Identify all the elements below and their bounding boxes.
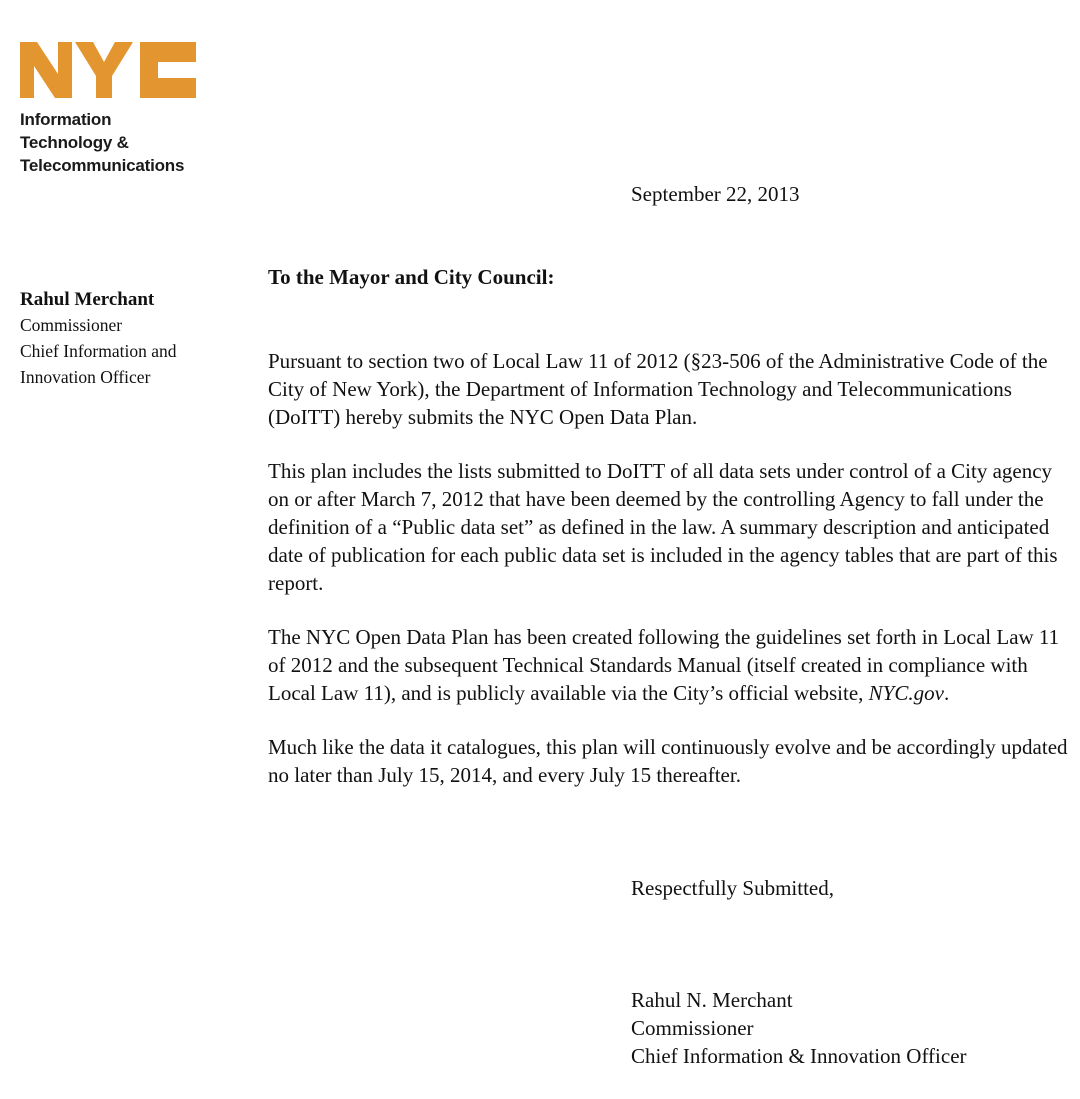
- closing: Respectfully Submitted,: [631, 876, 834, 900]
- signature-title-2: Chief Information & Innovation Officer: [631, 1044, 967, 1068]
- sender-name: Rahul Merchant: [20, 289, 155, 310]
- logo-line-information: Information: [20, 110, 112, 129]
- signature-name: Rahul N. Merchant: [631, 988, 793, 1012]
- logo-agency-name: [20, 108, 220, 177]
- doitt-logo: [20, 38, 220, 177]
- logo-line-technology: Technology &: [20, 133, 129, 152]
- sender-sidebar: [20, 288, 250, 390]
- paragraph-3: [268, 623, 1068, 707]
- paragraph-3-end: .: [943, 681, 950, 705]
- sender-title-2: Chief Information and: [20, 341, 177, 361]
- letter-date: September 22, 2013: [631, 182, 800, 206]
- paragraph-3-text: The NYC Open Data Plan has been created following the guidelines set forth in Local Law 11 of 2012 and the subsequent Technical Standards Manual (itself created in compliance with Local Law 11), and is publicly available via the City’s official website,: [268, 625, 1060, 705]
- signature-title-1: Commissioner: [631, 1016, 754, 1040]
- nyc-gov-reference: NYC.gov: [868, 681, 944, 705]
- paragraph-4: Much like the data it catalogues, this plan will continuously evolve and be accordingly updated no later than July 15, 2014, and every July 15 thereafter.: [268, 735, 1068, 787]
- letter-body: [268, 347, 1068, 815]
- nyc-logo-letter-c: [140, 42, 196, 98]
- paragraph-1: Pursuant to section two of Local Law 11 of 2012 (§23-506 of the Administrative Code of the City of New York), the Department of Information Technology and Telecommunications (DoITT) hereby submits the NYC Open Data Plan.: [268, 349, 1048, 429]
- sender-title-1: Commissioner: [20, 315, 123, 335]
- signature-block: [631, 986, 967, 1070]
- nyc-logo-letter-y: [75, 42, 133, 98]
- paragraph-2: This plan includes the lists submitted to DoITT of all data sets under control of a City agency on or after March 7, 2012 that have been deemed by the controlling Agency to fall under the definition of a “Public data set” as defined in the law. A summary description and anticipated date of publication for each public data set is included in the agency tables that are part of this report.: [268, 459, 1058, 595]
- nyc-logo-letter-n: [20, 42, 72, 98]
- salutation: To the Mayor and City Council:: [268, 265, 555, 289]
- sender-title-3: Innovation Officer: [20, 367, 151, 387]
- logo-line-telecommunications: Telecommunications: [20, 156, 185, 175]
- nyc-logo-mark: [20, 38, 198, 102]
